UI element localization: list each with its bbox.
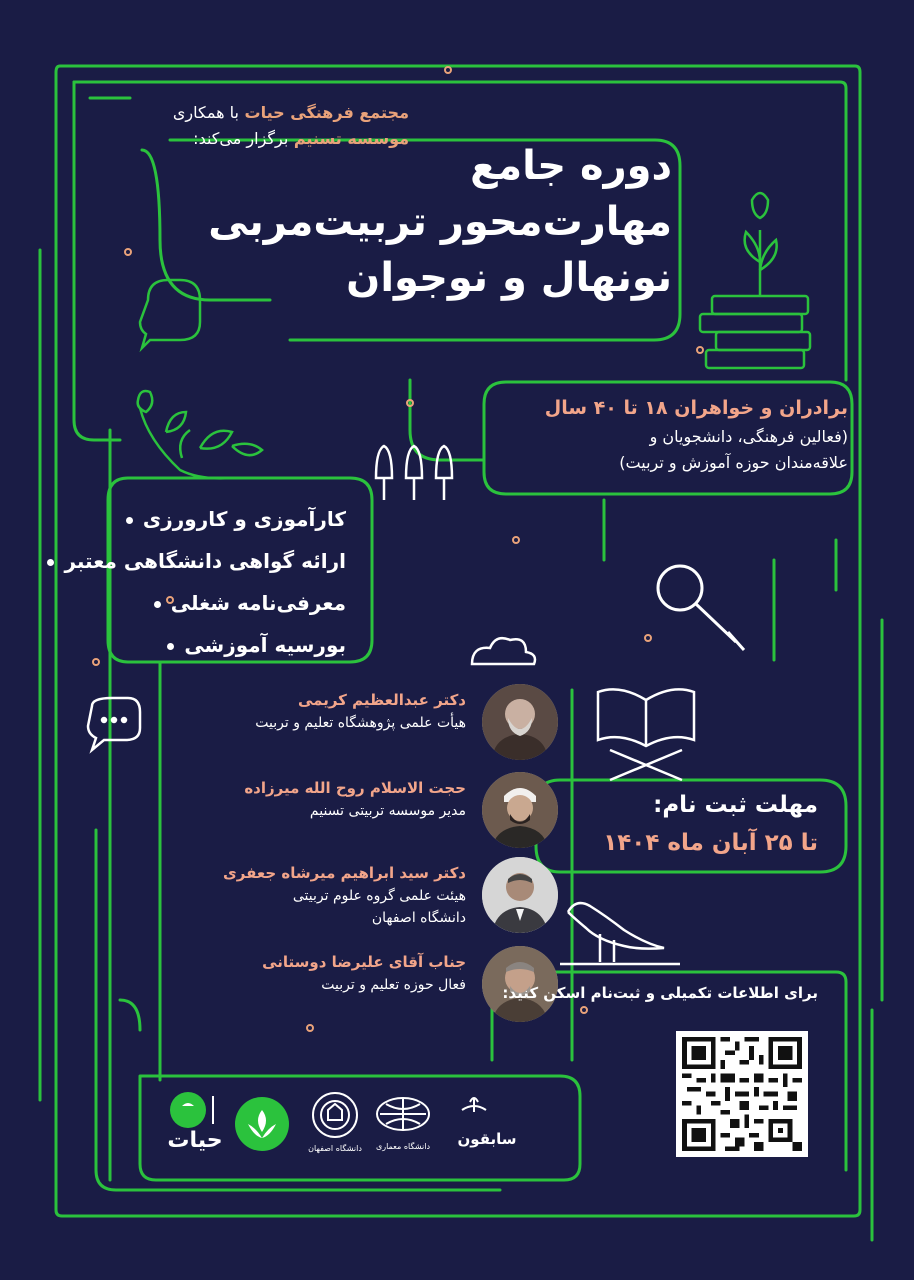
speaker-photo bbox=[482, 684, 558, 760]
speaker-card bbox=[78, 772, 558, 852]
speaker-role: فعال حوزه تعلیم و تربیت bbox=[321, 977, 466, 993]
speaker-card bbox=[78, 684, 558, 764]
speaker-card bbox=[78, 857, 558, 937]
bird-icon bbox=[560, 903, 680, 964]
tree-icon bbox=[376, 446, 452, 500]
title-line-1: دوره جامع bbox=[470, 143, 672, 189]
feature-item: ارائه گواهی دانشگاهی معتبر bbox=[106, 540, 346, 582]
organizer-presents: برگزار می‌کند: bbox=[193, 129, 289, 148]
speaker-name: جناب آقای علیرضا دوستانی bbox=[262, 953, 466, 971]
bullet-icon bbox=[126, 517, 133, 524]
feature-item: کارآموزی و کارورزی bbox=[106, 498, 346, 540]
chat-bubble-icon bbox=[140, 280, 200, 348]
deadline-date: تا ۲۵ آبان ماه ۱۴۰۴ bbox=[603, 830, 818, 856]
registration-qr-code[interactable] bbox=[676, 1031, 808, 1157]
audience-headline: برادران و خواهران ۱۸ تا ۴۰ سال bbox=[544, 397, 848, 419]
speaker-name: دکتر عبدالعظیم کریمی bbox=[297, 691, 466, 709]
speaker-name: دکتر سید ابراهیم میرشاه جعفری bbox=[223, 864, 466, 882]
feature-item: معرفی‌نامه شغلی bbox=[106, 582, 346, 624]
speaker-role: مدیر موسسه تربیتی تسنیم bbox=[309, 803, 466, 819]
magnifier-icon bbox=[658, 566, 744, 650]
organizer-cooperation: با همکاری bbox=[172, 103, 239, 122]
organizer-tasnim: موسسه تسنیم bbox=[293, 129, 409, 148]
bullet-icon bbox=[167, 643, 174, 650]
book-stack-icon bbox=[700, 193, 810, 368]
speaker-role: هیأت علمی پژوهشگاه تعلیم و تربیت bbox=[255, 715, 466, 731]
organizer-hayat: مجتمع فرهنگی حیات bbox=[244, 103, 409, 122]
audience-box bbox=[448, 392, 848, 476]
quran-stand-icon bbox=[598, 689, 694, 780]
audience-line-3: علاقه‌مندان حوزه آموزش و تربیت) bbox=[619, 453, 848, 472]
speaker-photo bbox=[482, 857, 558, 933]
memari-university-logo: دانشگاه معماری bbox=[370, 1092, 436, 1162]
deadline-label: مهلت ثبت نام: bbox=[653, 792, 818, 818]
hayat-logo: حیات bbox=[164, 1090, 226, 1160]
speaker-role: هیئت علمی گروه علوم تربیتی bbox=[292, 888, 466, 904]
course-title bbox=[208, 138, 672, 306]
features-list bbox=[64, 498, 346, 666]
audience-line-2: (فعالین فرهنگی، دانشجویان و bbox=[649, 427, 848, 446]
speaker-name: حجت الاسلام روح الله میرزاده bbox=[244, 779, 466, 797]
scan-instruction: برای اطلاعات تکمیلی و ثبت‌نام اسکن کنید: bbox=[502, 984, 818, 1002]
feature-item: بورسیه آموزشی bbox=[106, 624, 346, 666]
title-line-3: نونهال و نوجوان bbox=[346, 255, 672, 301]
partner-logo bbox=[234, 1096, 290, 1156]
cloud-icon bbox=[472, 638, 535, 664]
speaker-role-2: دانشگاه اصفهان bbox=[371, 910, 466, 926]
bullet-icon bbox=[154, 601, 161, 608]
bullet-icon bbox=[47, 559, 54, 566]
isfahan-university-logo: دانشگاه اصفهان bbox=[302, 1090, 368, 1162]
registration-deadline bbox=[518, 786, 818, 862]
sprout-icon bbox=[138, 391, 262, 478]
title-line-2: مهارت‌محور تربیت‌مربی bbox=[208, 199, 672, 245]
sabighoon-logo: سابقون bbox=[450, 1092, 524, 1162]
